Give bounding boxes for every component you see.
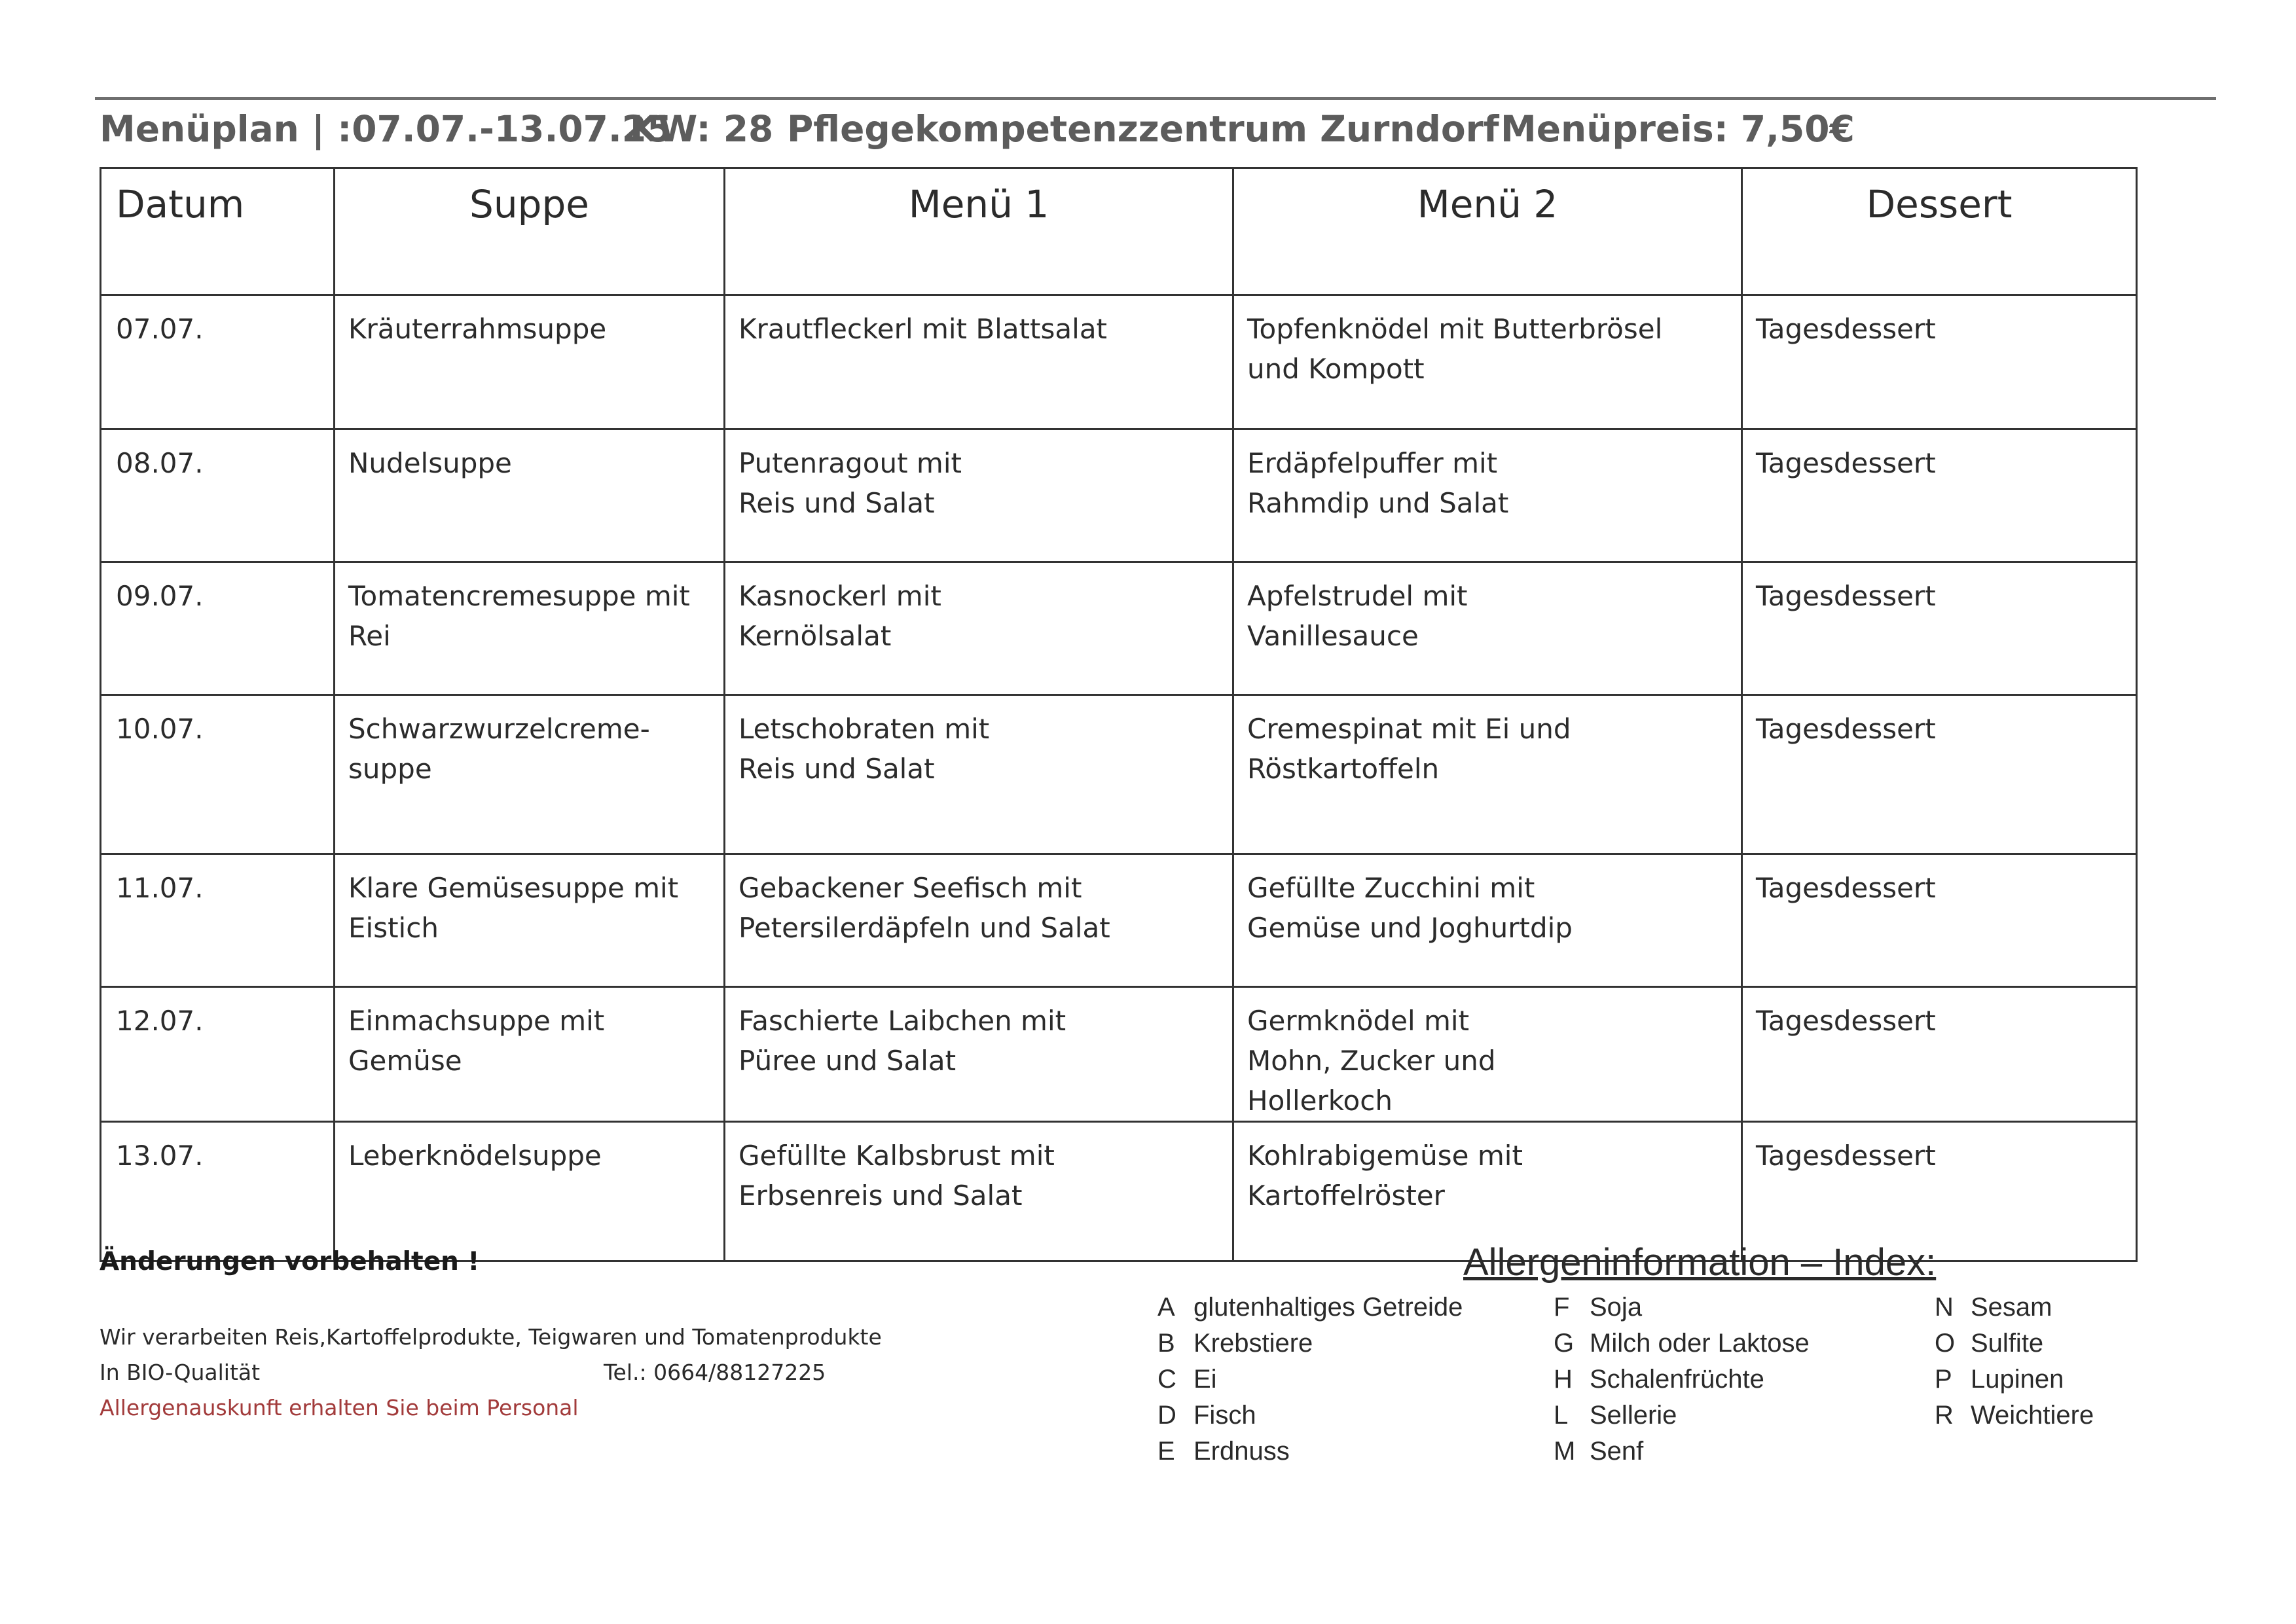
cell-text: Erbsenreis und Salat [738, 1180, 1023, 1212]
allergen-name: Krebstiere [1194, 1329, 1313, 1358]
cell-menu1 [725, 295, 1233, 429]
allergen-index-title: Allergeninformation – Index: [1463, 1241, 1937, 1284]
cell-text: Gefüllte Zucchini mit [1247, 872, 1535, 904]
cell-menu2 [1233, 429, 1742, 562]
allergen-code: G [1554, 1329, 1575, 1358]
table-row [101, 987, 2137, 1122]
cell-text: Röstkartoffeln [1247, 753, 1440, 785]
allergen-code: H [1554, 1365, 1573, 1394]
allergen-code: P [1935, 1365, 1952, 1394]
column-header-menu1: Menü 1 [725, 168, 1233, 295]
table-row [101, 854, 2137, 987]
allergen-code: D [1157, 1401, 1176, 1430]
cell-suppe [335, 295, 725, 429]
table-header-row [101, 168, 2137, 295]
cell-text: Kartoffelröster [1247, 1180, 1445, 1212]
table-row [101, 562, 2137, 695]
allergen-item [1935, 1401, 2094, 1437]
column-header-dessert: Dessert [1742, 168, 2137, 295]
telephone-number: Tel.: 0664/88127225 [604, 1360, 826, 1385]
changes-note: Änderungen vorbehalten ! [100, 1247, 480, 1276]
cell-menu2 [1233, 695, 1742, 854]
table-row [101, 429, 2137, 562]
cell-text: Faschierte Laibchen mit [738, 1005, 1066, 1037]
facility-name: Pflegekompetenzzentrum Zurndorf [787, 108, 1499, 150]
cell-text: Vanillesauce [1247, 620, 1419, 652]
allergen-name: Ei [1194, 1365, 1217, 1394]
allergen-name: Senf [1590, 1437, 1644, 1466]
cell-text: Topfenknödel mit Butterbrösel [1247, 313, 1663, 345]
allergen-code: L [1554, 1401, 1569, 1430]
allergen-item [1157, 1365, 1463, 1401]
allergen-item [1157, 1401, 1463, 1437]
cell-text: Krautfleckerl mit Blattsalat [738, 313, 1108, 345]
table-row [101, 695, 2137, 854]
cell-text: Reis und Salat [738, 753, 935, 785]
cell-menu1 [725, 1122, 1233, 1261]
cell-dessert: Tagesdessert [1742, 1122, 2137, 1261]
column-header-suppe: Suppe [335, 168, 725, 295]
cell-menu2 [1233, 854, 1742, 987]
cell-menu1 [725, 695, 1233, 854]
cell-datum: 10.07. [101, 695, 335, 854]
cell-suppe [335, 562, 725, 695]
cell-dessert: Tagesdessert [1742, 429, 2137, 562]
menu-plan-title: Menüplan | :07.07.-13.07.25 [100, 108, 672, 150]
cell-text: Kernölsalat [738, 620, 892, 652]
cell-text: Mohn, Zucker und [1247, 1045, 1496, 1077]
allergen-code: A [1157, 1293, 1175, 1322]
cell-text: Rei [348, 620, 391, 652]
allergen-code: C [1157, 1365, 1176, 1394]
allergen-name: Schalenfrüchte [1590, 1365, 1764, 1394]
cell-text: Gemüse und Joghurtdip [1247, 912, 1573, 944]
allergen-name: Erdnuss [1194, 1437, 1290, 1466]
allergen-item [1935, 1329, 2094, 1365]
cell-text: Nudelsuppe [348, 447, 512, 479]
allergen-item [1935, 1293, 2094, 1329]
cell-text: Kräuterrahmsuppe [348, 313, 607, 345]
allergen-item [1554, 1401, 1810, 1437]
cell-text: Gemüse [348, 1045, 462, 1077]
allergen-item [1157, 1293, 1463, 1329]
cell-dessert: Tagesdessert [1742, 562, 2137, 695]
calendar-week: KW: 28 [630, 108, 774, 150]
cell-menu2 [1233, 295, 1742, 429]
cell-menu1 [725, 429, 1233, 562]
allergen-item [1554, 1293, 1810, 1329]
cell-text: Hollerkoch [1247, 1085, 1393, 1117]
cell-datum: 11.07. [101, 854, 335, 987]
cell-suppe [335, 987, 725, 1122]
cell-menu1 [725, 854, 1233, 987]
allergen-item [1554, 1365, 1810, 1401]
cell-text: Gefüllte Kalbsbrust mit [738, 1140, 1055, 1172]
allergen-item [1157, 1329, 1463, 1365]
cell-text: Reis und Salat [738, 487, 935, 519]
column-header-datum: Datum [101, 168, 335, 295]
table-row [101, 295, 2137, 429]
allergen-info-note: Allergenauskunft erhalten Sie beim Personal [100, 1395, 579, 1420]
cell-suppe [335, 429, 725, 562]
menu-table [100, 167, 2138, 1262]
allergen-name: Milch oder Laktose [1590, 1329, 1810, 1358]
allergen-column-2 [1554, 1293, 1810, 1473]
column-header-menu2: Menü 2 [1233, 168, 1742, 295]
allergen-name: Soja [1590, 1293, 1643, 1322]
cell-menu2 [1233, 562, 1742, 695]
cell-text: suppe [348, 753, 432, 785]
top-rule [95, 97, 2216, 100]
allergen-item [1554, 1437, 1810, 1473]
allergen-name: Sulfite [1971, 1329, 2044, 1358]
cell-suppe [335, 695, 725, 854]
cell-datum: 09.07. [101, 562, 335, 695]
allergen-name: glutenhaltiges Getreide [1194, 1293, 1463, 1322]
cell-menu2 [1233, 987, 1742, 1122]
allergen-item [1935, 1365, 2094, 1401]
allergen-code: O [1935, 1329, 1956, 1358]
cell-text: Püree und Salat [738, 1045, 957, 1077]
bio-info-line2: In BIO-Qualität [100, 1360, 261, 1385]
cell-dessert: Tagesdessert [1742, 987, 2137, 1122]
allergen-name: Sesam [1971, 1293, 2052, 1322]
cell-text: Letschobraten mit [738, 713, 990, 745]
cell-text: Eistich [348, 912, 439, 944]
allergen-item [1554, 1329, 1810, 1365]
allergen-code: E [1157, 1437, 1175, 1466]
cell-text: Apfelstrudel mit [1247, 580, 1468, 612]
cell-text: Leberknödelsuppe [348, 1140, 602, 1172]
cell-text: Cremespinat mit Ei und [1247, 713, 1571, 745]
cell-text: Putenragout mit [738, 447, 962, 479]
cell-text: Schwarzwurzelcreme- [348, 713, 650, 745]
cell-dessert: Tagesdessert [1742, 295, 2137, 429]
allergen-name: Sellerie [1590, 1401, 1677, 1430]
cell-datum: 08.07. [101, 429, 335, 562]
cell-menu1 [725, 562, 1233, 695]
cell-text: Kohlrabigemüse mit [1247, 1140, 1523, 1172]
cell-suppe [335, 1122, 725, 1261]
cell-text: Kasnockerl mit [738, 580, 941, 612]
cell-dessert: Tagesdessert [1742, 695, 2137, 854]
cell-text: Petersilerdäpfeln und Salat [738, 912, 1110, 944]
cell-text: Tomatencremesuppe mit [348, 580, 690, 612]
cell-text: Klare Gemüsesuppe mit [348, 872, 679, 904]
cell-text: Gebackener Seefisch mit [738, 872, 1082, 904]
cell-text: Rahmdip und Salat [1247, 487, 1509, 519]
allergen-code: N [1935, 1293, 1954, 1322]
allergen-name: Weichtiere [1971, 1401, 2094, 1430]
allergen-code: R [1935, 1401, 1954, 1430]
cell-dessert: Tagesdessert [1742, 854, 2137, 987]
cell-menu1 [725, 987, 1233, 1122]
allergen-name: Fisch [1194, 1401, 1256, 1430]
cell-text: Einmachsuppe mit [348, 1005, 605, 1037]
cell-datum: 12.07. [101, 987, 335, 1122]
cell-text: und Kompott [1247, 353, 1425, 385]
allergen-name: Lupinen [1971, 1365, 2064, 1394]
allergen-code: B [1157, 1329, 1175, 1358]
cell-text: Germknödel mit [1247, 1005, 1470, 1037]
cell-text: Erdäpfelpuffer mit [1247, 447, 1498, 479]
allergen-code: M [1554, 1437, 1576, 1466]
allergen-column-3 [1935, 1293, 2094, 1437]
bio-info-line1: Wir verarbeiten Reis,Kartoffelprodukte, Teigwaren und Tomatenprodukte [100, 1324, 882, 1350]
menu-price: Menüpreis: 7,50€ [1501, 108, 1855, 150]
cell-datum: 13.07. [101, 1122, 335, 1261]
allergen-column-1 [1157, 1293, 1463, 1473]
allergen-code: F [1554, 1293, 1570, 1322]
cell-datum: 07.07. [101, 295, 335, 429]
cell-suppe [335, 854, 725, 987]
allergen-item [1157, 1437, 1463, 1473]
